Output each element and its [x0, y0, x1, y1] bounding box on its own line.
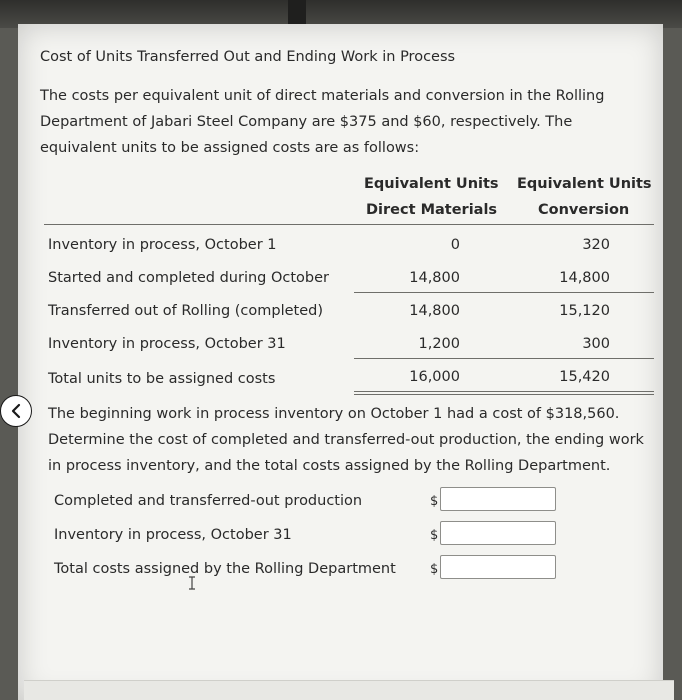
intro-line-3: equivalent units to be assigned costs are as follows:	[40, 140, 420, 156]
chevron-left-icon[interactable]	[0, 395, 32, 427]
row-dm-inventory-oct-1: 0	[450, 237, 460, 253]
answer-currency-completed: $	[430, 494, 439, 509]
question-line-2: Determine the cost of completed and transferred-out production, the ending work	[48, 432, 644, 448]
total-divider	[354, 358, 654, 359]
subtotal-divider	[354, 292, 654, 293]
bottom-bar	[24, 680, 674, 700]
question-panel	[18, 24, 663, 700]
completed-transferred-input[interactable]	[440, 487, 556, 511]
row-conv-inventory-oct-1: 320	[582, 237, 610, 253]
row-label-total-units: Total units to be assigned costs	[48, 371, 276, 387]
header-divider	[44, 224, 654, 225]
page-title: Cost of Units Transferred Out and Ending Work in Process	[40, 49, 456, 65]
inventory-oct-31-input[interactable]	[440, 521, 556, 545]
conv-header-line-2: Conversion	[538, 202, 630, 218]
dm-header-line-1: Equivalent Units	[364, 176, 499, 192]
intro-line-2: Department of Jabari Steel Company are $375 and $60, respectively. The	[40, 114, 573, 130]
double-underline-bottom	[354, 394, 654, 395]
question-line-3: in process inventory, and the total costs assigned by the Rolling Department.	[48, 458, 611, 474]
row-dm-inventory-oct-31: 1,200	[418, 336, 460, 352]
answer-label-completed: Completed and transferred-out production	[54, 493, 363, 509]
row-label-inventory-oct-1: Inventory in process, October 1	[48, 237, 277, 253]
answer-currency-inventory: $	[430, 528, 439, 543]
answer-label-total: Total costs assigned by the Rolling Department	[54, 561, 396, 577]
answer-label-inventory: Inventory in process, October 31	[54, 527, 292, 543]
row-label-inventory-oct-31: Inventory in process, October 31	[48, 336, 286, 352]
intro-line-1: The costs per equivalent unit of direct materials and conversion in the Rolling	[40, 88, 605, 104]
conv-header-line-1: Equivalent Units	[517, 176, 652, 192]
row-label-transferred-out: Transferred out of Rolling (completed)	[48, 303, 323, 319]
double-underline-top	[354, 391, 654, 392]
row-dm-total-units: 16,000	[409, 369, 460, 385]
row-conv-total-units: 15,420	[559, 369, 610, 385]
row-conv-transferred-out: 15,120	[559, 303, 610, 319]
question-line-1: The beginning work in process inventory on October 1 had a cost of $318,560.	[48, 406, 620, 422]
dm-header-line-2: Direct Materials	[366, 202, 498, 218]
answer-currency-total: $	[430, 562, 439, 577]
text-cursor-icon	[188, 576, 196, 593]
row-dm-transferred-out: 14,800	[409, 303, 460, 319]
total-costs-input[interactable]	[440, 555, 556, 579]
row-label-started-completed: Started and completed during October	[48, 270, 330, 286]
row-conv-started-completed: 14,800	[559, 270, 610, 286]
row-conv-inventory-oct-31: 300	[582, 336, 610, 352]
row-dm-started-completed: 14,800	[409, 270, 460, 286]
